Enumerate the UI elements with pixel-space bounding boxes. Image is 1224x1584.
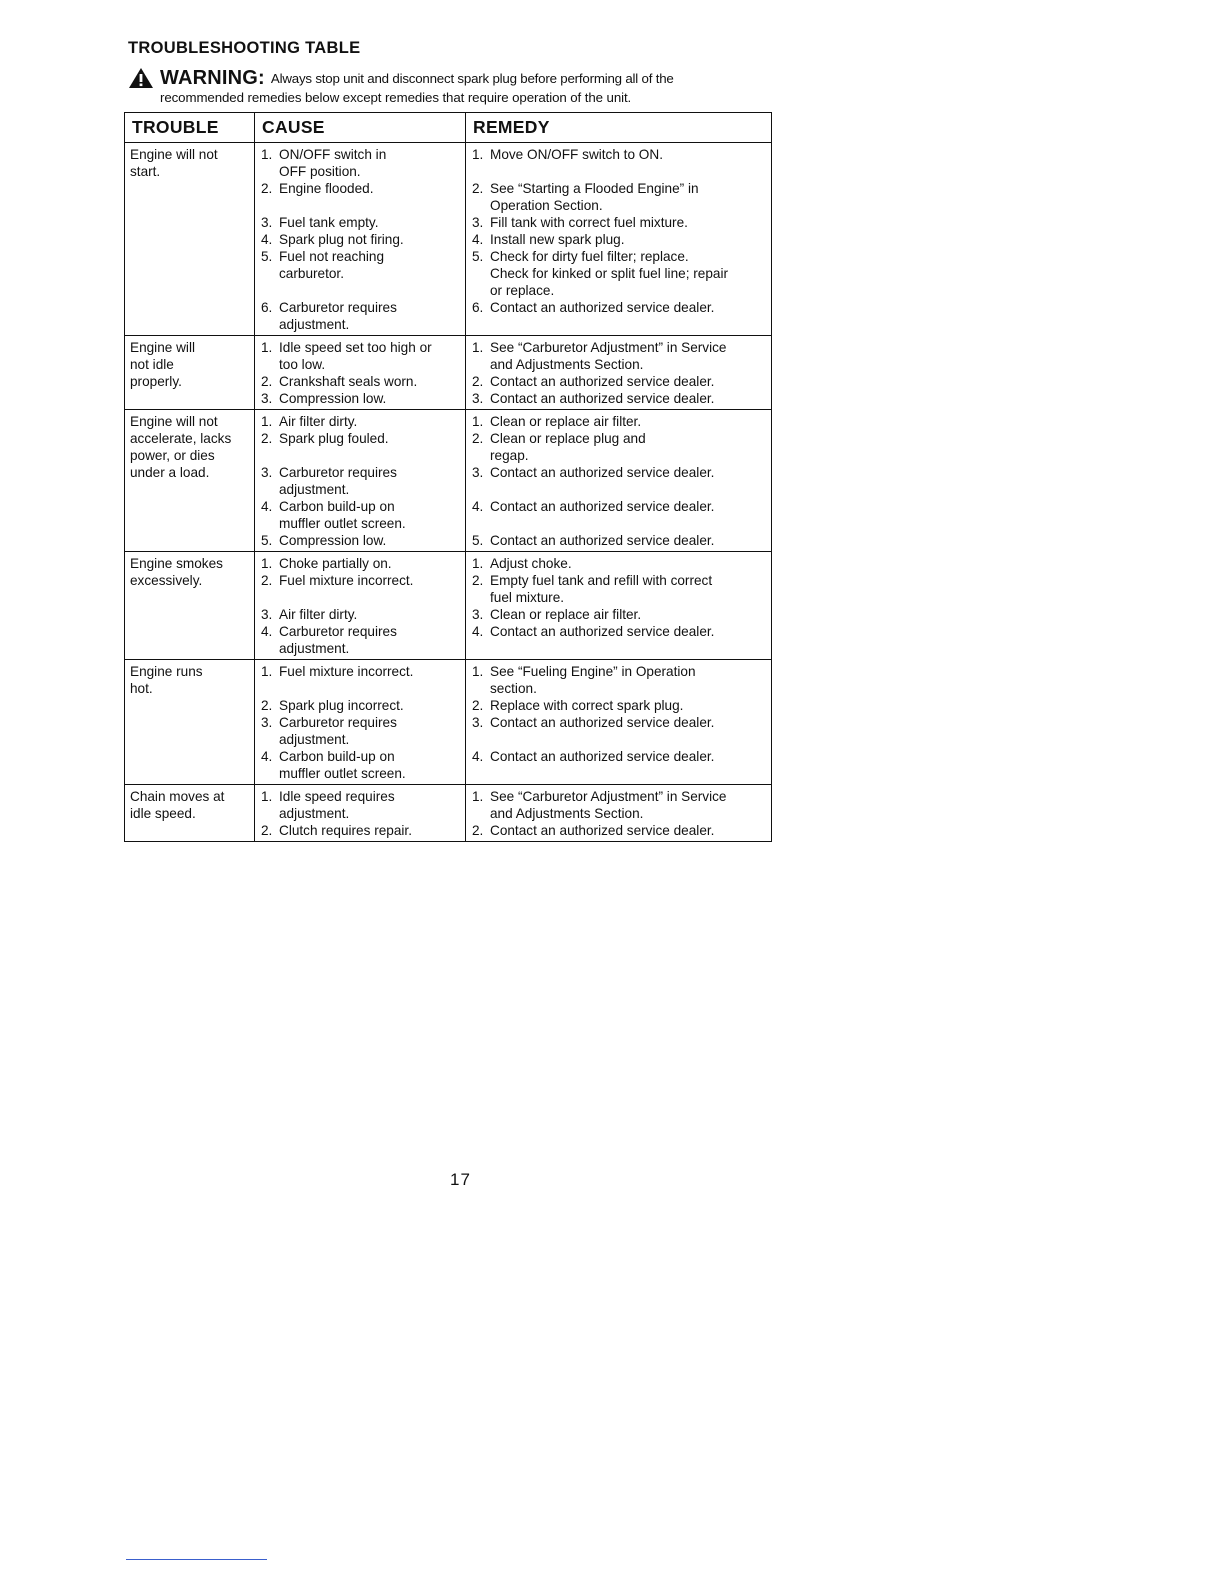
- cause-text: Fuel tank empty.: [279, 215, 379, 230]
- remedy-number: 1.: [472, 789, 484, 804]
- cause-text: Compression low.: [279, 533, 387, 548]
- trouble-cell: [125, 143, 255, 336]
- remedy-number: 4.: [472, 232, 484, 247]
- remedy-number: 2.: [472, 374, 484, 389]
- cause-number: 1.: [261, 556, 273, 571]
- remedy-number: 1.: [472, 664, 484, 679]
- remedy-text: Replace with correct spark plug.: [490, 698, 684, 713]
- cause-cell: [255, 660, 466, 785]
- cause-text: Fuel mixture incorrect.: [279, 573, 414, 588]
- remedy-text: See “Starting a Flooded Engine” in Operation Section.: [490, 181, 699, 213]
- trouble-text: Engine runs hot.: [130, 664, 203, 696]
- remedy-number: 1.: [472, 556, 484, 571]
- cause-text: Compression low.: [279, 391, 387, 406]
- cause-text: Spark plug incorrect.: [279, 698, 404, 713]
- troubleshooting-table: [124, 112, 772, 842]
- cause-number: 4.: [261, 232, 273, 247]
- cause-number: 1.: [261, 340, 273, 355]
- remedy-text: Move ON/OFF switch to ON.: [490, 147, 663, 162]
- table-row: [125, 552, 772, 660]
- cause-text: Spark plug fouled.: [279, 431, 389, 446]
- remedy-number: 4.: [472, 624, 484, 639]
- trouble-text: Engine will not start.: [130, 147, 218, 179]
- cause-cell: [255, 552, 466, 660]
- cause-text: Idle speed requires adjustment.: [279, 789, 395, 821]
- remedy-text: Clean or replace plug and regap.: [490, 431, 646, 463]
- remedy-cell: [466, 660, 772, 785]
- remedy-number: 1.: [472, 147, 484, 162]
- cause-number: 2.: [261, 431, 273, 446]
- table-row: [125, 660, 772, 785]
- remedy-number: 2.: [472, 573, 484, 588]
- header-remedy: REMEDY: [466, 113, 772, 143]
- cause-number: 4.: [261, 624, 273, 639]
- header-trouble: TROUBLE: [125, 113, 255, 143]
- cause-text: Air filter dirty.: [279, 607, 358, 622]
- cause-text: Engine flooded.: [279, 181, 374, 196]
- cause-text: Fuel mixture incorrect.: [279, 664, 414, 679]
- cause-text: ON/OFF switch in OFF position.: [279, 147, 387, 179]
- trouble-cell: [125, 552, 255, 660]
- trouble-cell: [125, 660, 255, 785]
- cause-text: Carburetor requires adjustment.: [279, 300, 397, 332]
- remedy-number: 1.: [472, 414, 484, 429]
- cause-number: 2.: [261, 374, 273, 389]
- cause-number: 5.: [261, 533, 273, 548]
- cause-cell: [255, 785, 466, 842]
- remedy-number: 4.: [472, 499, 484, 514]
- cause-text: Choke partially on.: [279, 556, 392, 571]
- remedy-text: Contact an authorized service dealer.: [490, 391, 715, 406]
- trouble-cell: [125, 336, 255, 410]
- cause-text: Air filter dirty.: [279, 414, 358, 429]
- cause-cell: [255, 143, 466, 336]
- cause-number: 1.: [261, 414, 273, 429]
- remedy-cell: [466, 410, 772, 552]
- footer-rule: [126, 1559, 267, 1560]
- cause-text: Idle speed set too high or too low.: [279, 340, 432, 372]
- cause-text: Carburetor requires adjustment.: [279, 465, 397, 497]
- table-row: [125, 410, 772, 552]
- cause-number: 4.: [261, 499, 273, 514]
- remedy-number: 3.: [472, 607, 484, 622]
- remedy-number: 2.: [472, 181, 484, 196]
- remedy-text: Contact an authorized service dealer.: [490, 499, 715, 514]
- remedy-number: 6.: [472, 300, 484, 315]
- cause-number: 5.: [261, 249, 273, 264]
- remedy-text: Clean or replace air filter.: [490, 414, 642, 429]
- cause-number: 3.: [261, 465, 273, 480]
- page-number: 17: [450, 1170, 471, 1189]
- remedy-text: Contact an authorized service dealer.: [490, 823, 715, 838]
- cause-number: 4.: [261, 749, 273, 764]
- remedy-number: 5.: [472, 249, 484, 264]
- cause-number: 3.: [261, 391, 273, 406]
- cause-number: 3.: [261, 715, 273, 730]
- remedy-text: Contact an authorized service dealer.: [490, 533, 715, 548]
- warning-notice: [128, 67, 788, 105]
- table-header-row: [125, 113, 772, 143]
- remedy-text: See “Carburetor Adjustment” in Service and Adjustments Section.: [490, 340, 727, 372]
- remedy-number: 3.: [472, 715, 484, 730]
- remedy-text: Adjust choke.: [490, 556, 572, 571]
- remedy-number: 5.: [472, 533, 484, 548]
- trouble-cell: [125, 785, 255, 842]
- page-title: TROUBLESHOOTING TABLE: [128, 39, 361, 57]
- remedy-text: Contact an authorized service dealer.: [490, 300, 715, 315]
- remedy-text: Clean or replace air filter.: [490, 607, 642, 622]
- cause-text: Carbon build-up on muffler outlet screen.: [279, 499, 406, 531]
- cause-text: Carbon build-up on muffler outlet screen.: [279, 749, 406, 781]
- remedy-cell: [466, 552, 772, 660]
- remedy-text: See “Carburetor Adjustment” in Service and Adjustments Section.: [490, 789, 727, 821]
- remedy-cell: [466, 336, 772, 410]
- remedy-number: 2.: [472, 431, 484, 446]
- warning-text-line2: recommended remedies below except remedies that require operation of the unit.: [160, 90, 632, 105]
- cause-number: 2.: [261, 573, 273, 588]
- cause-text: Clutch requires repair.: [279, 823, 412, 838]
- cause-number: 3.: [261, 215, 273, 230]
- remedy-text: Empty fuel tank and refill with correct fuel mixture.: [490, 573, 713, 605]
- remedy-number: 3.: [472, 215, 484, 230]
- trouble-text: Engine will not idle properly.: [130, 340, 195, 389]
- remedy-text: See “Fueling Engine” in Operation section.: [490, 664, 696, 696]
- remedy-text: Check for dirty fuel filter; replace. Check for kinked or split fuel line; repair or replace.: [490, 249, 728, 298]
- cause-number: 1.: [261, 664, 273, 679]
- cause-cell: [255, 336, 466, 410]
- table-row: [125, 143, 772, 336]
- remedy-number: 4.: [472, 749, 484, 764]
- cause-text: Fuel not reaching carburetor.: [279, 249, 385, 281]
- cause-text: Crankshaft seals worn.: [279, 374, 418, 389]
- trouble-text: Chain moves at idle speed.: [130, 789, 225, 821]
- cause-number: 3.: [261, 607, 273, 622]
- remedy-text: Contact an authorized service dealer.: [490, 749, 715, 764]
- remedy-text: Install new spark plug.: [490, 232, 625, 247]
- cause-number: 2.: [261, 181, 273, 196]
- remedy-number: 3.: [472, 391, 484, 406]
- cause-number: 1.: [261, 789, 273, 804]
- remedy-text: Contact an authorized service dealer.: [490, 715, 715, 730]
- warning-label: WARNING:: [160, 66, 265, 89]
- trouble-cell: [125, 410, 255, 552]
- cause-cell: [255, 410, 466, 552]
- remedy-text: Fill tank with correct fuel mixture.: [490, 215, 688, 230]
- cause-number: 2.: [261, 823, 273, 838]
- cause-text: Carburetor requires adjustment.: [279, 715, 397, 747]
- remedy-number: 1.: [472, 340, 484, 355]
- remedy-number: 2.: [472, 823, 484, 838]
- remedy-cell: [466, 143, 772, 336]
- remedy-cell: [466, 785, 772, 842]
- header-cause: CAUSE: [255, 113, 466, 143]
- cause-number: 6.: [261, 300, 273, 315]
- warning-triangle-icon: [128, 67, 154, 89]
- trouble-text: Engine smokes excessively.: [130, 556, 223, 588]
- remedy-text: Contact an authorized service dealer.: [490, 465, 715, 480]
- remedy-number: 3.: [472, 465, 484, 480]
- table-row: [125, 785, 772, 842]
- remedy-text: Contact an authorized service dealer.: [490, 374, 715, 389]
- warning-text-line1: Always stop unit and disconnect spark plug before performing all of the: [270, 70, 674, 86]
- trouble-text: Engine will not accelerate, lacks power, or dies under a load.: [130, 414, 232, 480]
- cause-number: 2.: [261, 698, 273, 713]
- cause-number: 1.: [261, 147, 273, 162]
- remedy-text: Contact an authorized service dealer.: [490, 624, 715, 639]
- cause-text: Spark plug not firing.: [279, 232, 404, 247]
- remedy-number: 2.: [472, 698, 484, 713]
- table-row: [125, 336, 772, 410]
- cause-text: Carburetor requires adjustment.: [279, 624, 397, 656]
